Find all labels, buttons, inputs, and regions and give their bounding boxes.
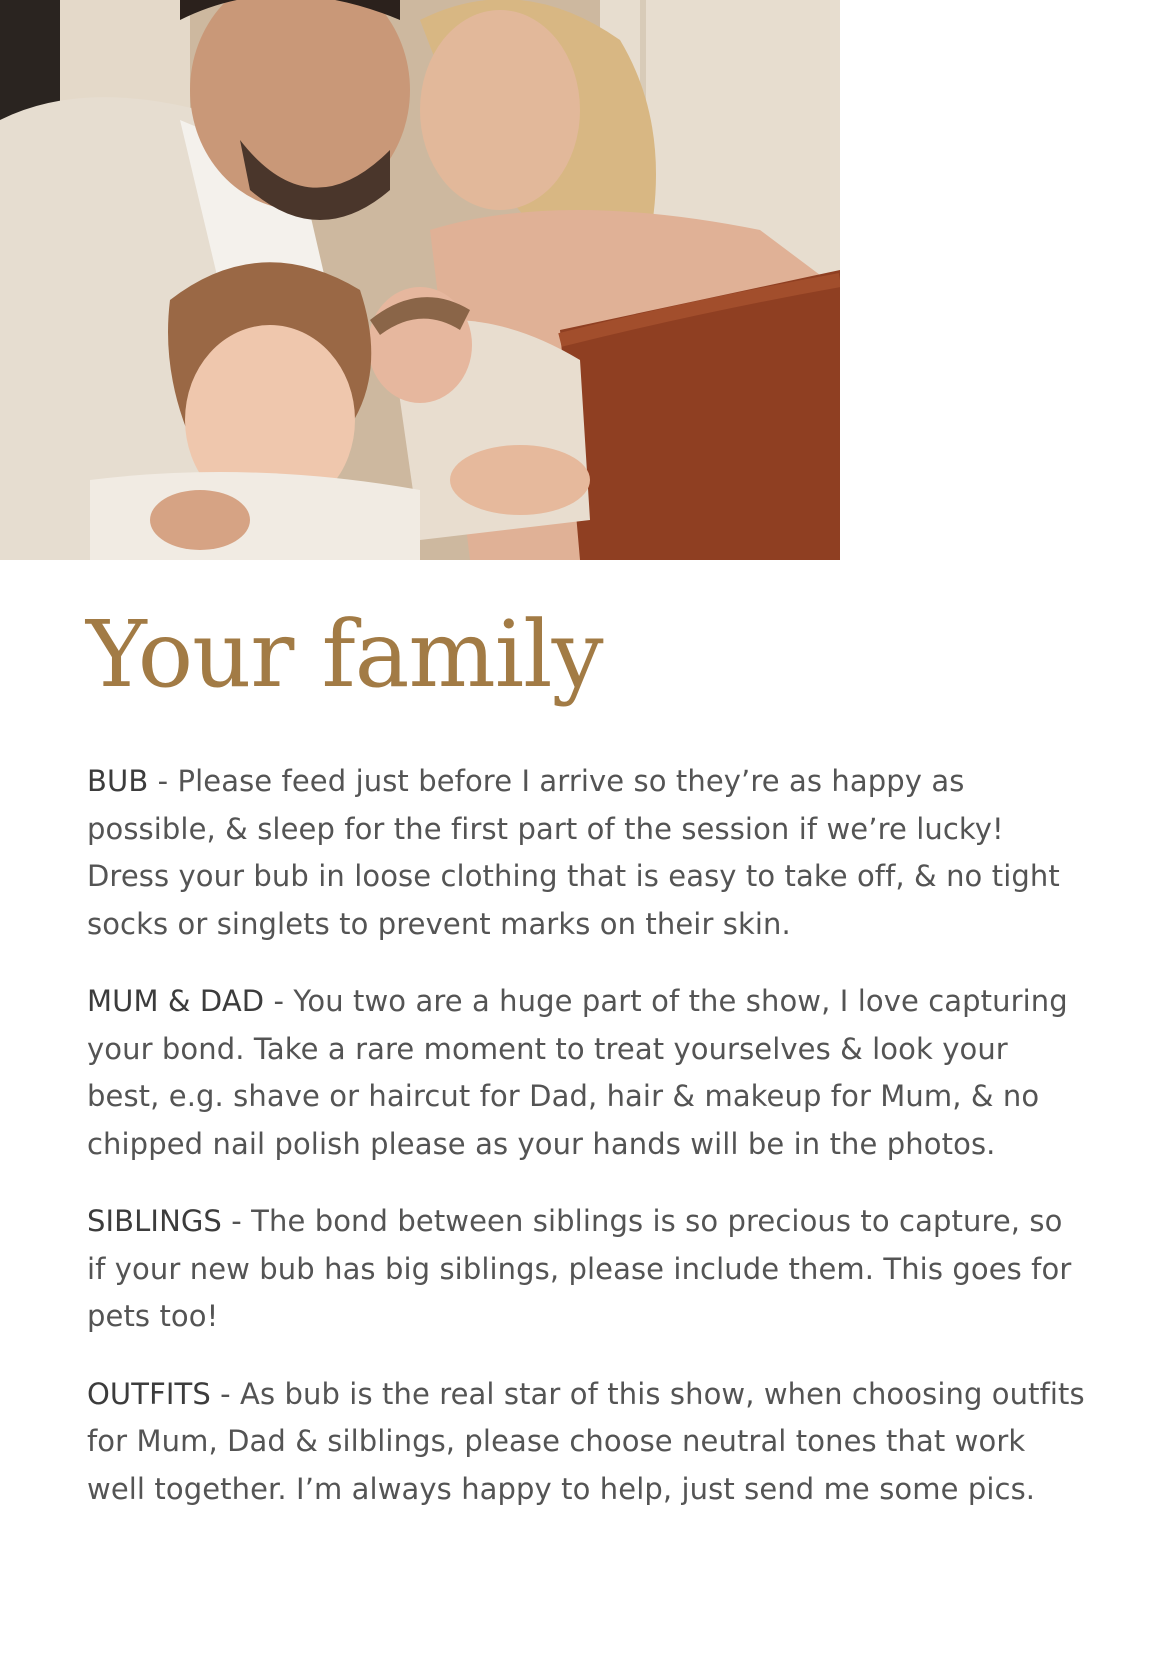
- siblings-paragraph: [87, 1198, 1087, 1341]
- siblings-label: SIBLINGS: [87, 1204, 222, 1238]
- family-tips: [87, 758, 1087, 1543]
- mum-dad-text: - You two are a huge part of the show, I love capturing your bond. Take a rare moment to treat yourselves & look your best, e.g. shave or haircut for Dad, hair & makeup for Mum, & no chipped nail polish please as your hands will be in the photos.: [87, 984, 1068, 1161]
- family-photo-illustration: [0, 0, 840, 560]
- bub-text: - Please feed just before I arrive so they’re as happy as possible, & sleep for the first part of the session if we’re lucky! Dress your bub in loose clothing that is easy to take off, & no tight socks or singlets to prevent marks on their skin.: [87, 764, 1060, 941]
- family-photo: [0, 0, 840, 560]
- siblings-text: - The bond between siblings is so precious to capture, so if your new bub has big siblings, please include them. This goes for pets too!: [87, 1204, 1072, 1333]
- outfits-paragraph: [87, 1371, 1087, 1514]
- page-title: Your family: [86, 601, 603, 708]
- bub-label: BUB: [87, 764, 149, 798]
- outfits-text: - As bub is the real star of this show, when choosing outfits for Mum, Dad & silblings, please choose neutral tones that work well together. I’m always happy to help, just send me some pics.: [87, 1376, 1085, 1506]
- mum-dad-paragraph: [87, 978, 1087, 1168]
- mum-dad-label: MUM & DAD: [87, 984, 265, 1018]
- bub-paragraph: [87, 758, 1087, 948]
- outfits-label: OUTFITS: [87, 1376, 211, 1411]
